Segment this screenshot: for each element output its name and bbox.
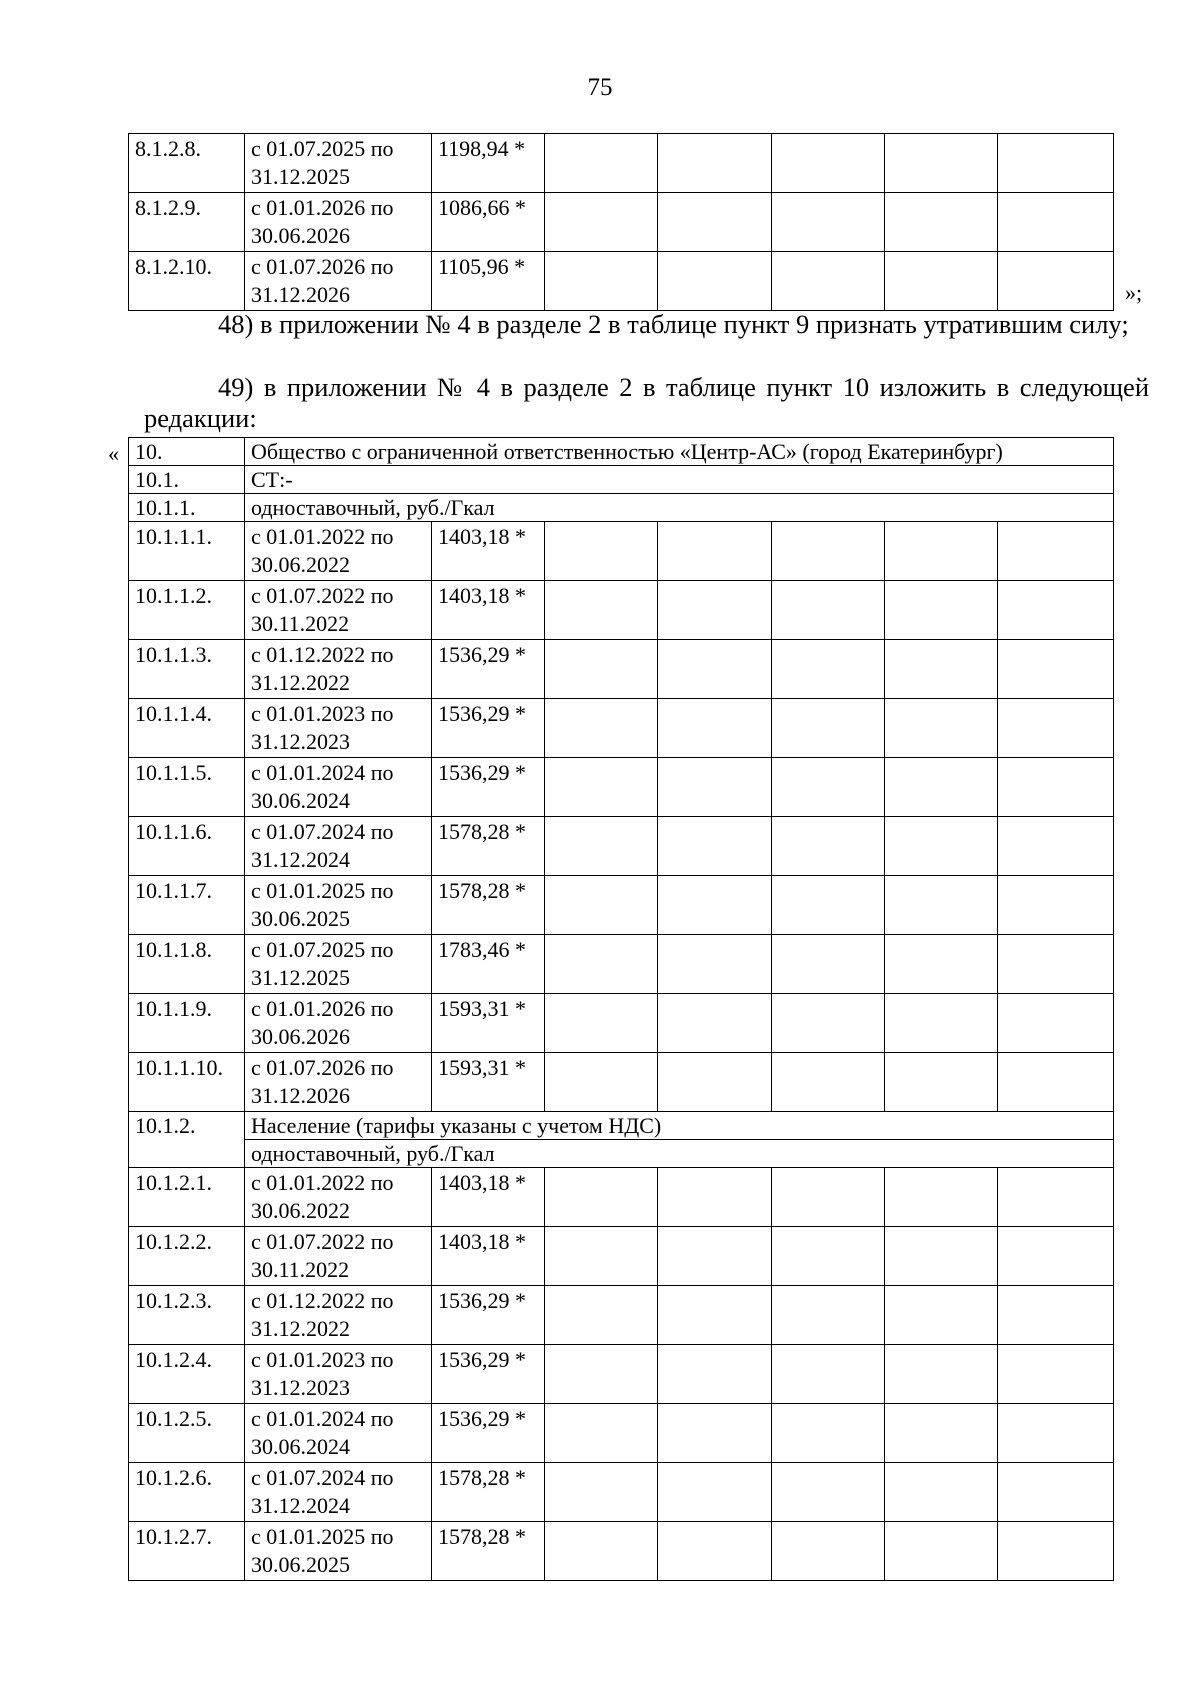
row-period: с 01.01.2025 по 30.06.2025 [245,1522,432,1581]
row-number: 8.1.2.10. [129,252,245,311]
empty-cell [885,994,998,1053]
empty-cell [545,581,658,640]
table-row-subsection-1 [129,494,1114,522]
empty-cell [998,1522,1114,1581]
table-row [129,1522,1114,1581]
row-period: с 01.01.2023 по 31.12.2023 [245,699,432,758]
row-period: с 01.07.2026 по 31.12.2026 [245,1053,432,1112]
empty-cell [885,817,998,876]
empty-cell [772,699,885,758]
empty-cell [998,876,1114,935]
row-period: с 01.01.2022 по 30.06.2022 [245,522,432,581]
row-value: 1198,94 * [432,134,545,193]
empty-cell [658,994,772,1053]
row-value: 1536,29 * [432,640,545,699]
row-period: с 01.01.2024 по 30.06.2024 [245,758,432,817]
table-row [129,1404,1114,1463]
table-row [129,581,1114,640]
empty-cell [885,640,998,699]
row-value: 1578,28 * [432,1522,545,1581]
empty-cell [998,252,1114,311]
row-value: 1403,18 * [432,522,545,581]
empty-cell [772,522,885,581]
empty-cell [998,1227,1114,1286]
empty-cell [772,1168,885,1227]
row-number: 10.1.2.1. [129,1168,245,1227]
tariff-table-item-10 [128,437,1114,1581]
row-number: 10.1.2.5. [129,1404,245,1463]
row-period: с 01.01.2026 по 30.06.2026 [245,994,432,1053]
empty-cell [772,193,885,252]
row-period: с 01.01.2022 по 30.06.2022 [245,1168,432,1227]
empty-cell [998,522,1114,581]
table-row-subsection-2-type [129,1140,1114,1168]
section-label: СТ:- [245,466,1114,494]
table-row [129,994,1114,1053]
empty-cell [545,935,658,994]
empty-cell [998,1168,1114,1227]
row-value: 1783,46 * [432,935,545,994]
empty-cell [998,1463,1114,1522]
empty-cell [998,134,1114,193]
row-value: 1593,31 * [432,994,545,1053]
row-period: с 01.07.2022 по 30.11.2022 [245,581,432,640]
row-value: 1578,28 * [432,1463,545,1522]
row-value: 1536,29 * [432,758,545,817]
row-number: 10.1.1.7. [129,876,245,935]
empty-cell [998,758,1114,817]
row-value: 1536,29 * [432,1404,545,1463]
table-row-section [129,466,1114,494]
empty-cell [885,1345,998,1404]
row-number: 10.1.2.2. [129,1227,245,1286]
opening-quote: « [108,441,119,466]
row-value: 1593,31 * [432,1053,545,1112]
row-period: с 01.07.2025 по 31.12.2025 [245,935,432,994]
empty-cell [658,1404,772,1463]
row-number: 8.1.2.9. [129,193,245,252]
empty-cell [658,1463,772,1522]
empty-cell [545,1053,658,1112]
paragraph-49 [144,372,1149,434]
table-row [129,252,1114,311]
table-row [129,522,1114,581]
empty-cell [545,193,658,252]
empty-cell [772,134,885,193]
row-period: с 01.01.2026 по 30.06.2026 [245,193,432,252]
empty-cell [885,1053,998,1112]
row-period: с 01.07.2025 по 31.12.2025 [245,134,432,193]
subsection-1-label: одноставочный, руб./Гкал [245,494,1114,522]
org-name: Общество с ограниченной ответственностью «Центр-АС» (город Екатеринбург) [245,438,1114,466]
table-row [129,1345,1114,1404]
empty-cell [658,817,772,876]
empty-cell [998,994,1114,1053]
empty-cell [885,935,998,994]
empty-cell [772,252,885,311]
empty-cell [545,252,658,311]
empty-cell [772,1053,885,1112]
closing-quote: »; [1125,280,1143,305]
row-number: 10.1.2.4. [129,1345,245,1404]
empty-cell [658,699,772,758]
empty-cell [998,1404,1114,1463]
empty-cell [998,817,1114,876]
empty-cell [545,1345,658,1404]
subsection-2-type: одноставочный, руб./Гкал [245,1140,1114,1168]
empty-cell [772,1404,885,1463]
empty-cell [545,994,658,1053]
empty-cell [772,1463,885,1522]
empty-cell [772,1522,885,1581]
empty-cell [658,522,772,581]
row-number: 10.1.1.2. [129,581,245,640]
table-row [129,758,1114,817]
paragraph-48 [144,309,1144,340]
row-number: 10.1.1.9. [129,994,245,1053]
subsection-1-number: 10.1.1. [129,494,245,522]
row-period: с 01.01.2025 по 30.06.2025 [245,876,432,935]
table-row [129,935,1114,994]
section-number: 10.1. [129,466,245,494]
row-value: 1403,18 * [432,1227,545,1286]
empty-cell [772,817,885,876]
row-period: с 01.12.2022 по 31.12.2022 [245,640,432,699]
empty-cell [545,876,658,935]
empty-cell [885,581,998,640]
table-row [129,1053,1114,1112]
row-period: с 01.01.2023 по 31.12.2023 [245,1345,432,1404]
empty-cell [885,1168,998,1227]
empty-cell [998,1345,1114,1404]
row-value: 1578,28 * [432,876,545,935]
table-row [129,193,1114,252]
empty-cell [998,1053,1114,1112]
page-number: 75 [587,74,613,101]
table-row [129,1463,1114,1522]
empty-cell [545,1404,658,1463]
empty-cell [545,1286,658,1345]
empty-cell [658,1168,772,1227]
row-period: с 01.01.2024 по 30.06.2024 [245,1404,432,1463]
empty-cell [885,252,998,311]
subsection-2-number: 10.1.2. [129,1112,245,1168]
row-value: 1536,29 * [432,1286,545,1345]
row-number: 8.1.2.8. [129,134,245,193]
empty-cell [658,1345,772,1404]
row-value: 1403,18 * [432,581,545,640]
table-row [129,640,1114,699]
paragraph-49-text: 49) в приложении № 4 в разделе 2 в таблице пункт 10 изложить в следующей редакции: [144,372,1149,433]
empty-cell [885,134,998,193]
empty-cell [885,522,998,581]
empty-cell [658,252,772,311]
paragraph-48-text: 48) в приложении № 4 в разделе 2 в таблице пункт 9 признать утратившим силу; [218,309,1129,339]
empty-cell [545,699,658,758]
empty-cell [658,1053,772,1112]
row-number: 10.1.2.6. [129,1463,245,1522]
row-value: 1403,18 * [432,1168,545,1227]
table-row [129,1168,1114,1227]
row-value: 1536,29 * [432,1345,545,1404]
empty-cell [885,876,998,935]
subsection-2-label: Население (тарифы указаны с учетом НДС) [245,1112,1114,1140]
row-period: с 01.12.2022 по 31.12.2022 [245,1286,432,1345]
empty-cell [885,1227,998,1286]
empty-cell [658,581,772,640]
empty-cell [658,1522,772,1581]
table-row [129,134,1114,193]
table-row [129,1227,1114,1286]
table-row [129,817,1114,876]
empty-cell [545,134,658,193]
empty-cell [885,1463,998,1522]
table-row [129,876,1114,935]
empty-cell [658,876,772,935]
empty-cell [772,640,885,699]
row-number: 10.1.1.1. [129,522,245,581]
empty-cell [545,1463,658,1522]
row-number: 10.1.1.8. [129,935,245,994]
empty-cell [772,581,885,640]
empty-cell [545,758,658,817]
empty-cell [998,581,1114,640]
empty-cell [772,1345,885,1404]
empty-cell [998,640,1114,699]
empty-cell [885,193,998,252]
row-value: 1536,29 * [432,699,545,758]
empty-cell [658,193,772,252]
row-number: 10.1.2.3. [129,1286,245,1345]
empty-cell [545,1227,658,1286]
empty-cell [658,758,772,817]
row-value: 1578,28 * [432,817,545,876]
empty-cell [658,1286,772,1345]
row-number: 10.1.1.10. [129,1053,245,1112]
empty-cell [772,758,885,817]
row-period: с 01.07.2024 по 31.12.2024 [245,1463,432,1522]
row-period: с 01.07.2026 по 31.12.2026 [245,252,432,311]
empty-cell [658,1227,772,1286]
row-period: с 01.07.2022 по 30.11.2022 [245,1227,432,1286]
empty-cell [998,193,1114,252]
empty-cell [998,935,1114,994]
empty-cell [545,640,658,699]
row-number: 10.1.1.3. [129,640,245,699]
empty-cell [885,758,998,817]
empty-cell [998,699,1114,758]
empty-cell [772,994,885,1053]
empty-cell [885,1286,998,1345]
empty-cell [772,935,885,994]
empty-cell [545,522,658,581]
empty-cell [998,1286,1114,1345]
row-number: 10.1.1.5. [129,758,245,817]
empty-cell [658,935,772,994]
empty-cell [772,1227,885,1286]
table-row-subsection-2 [129,1112,1114,1140]
empty-cell [885,1522,998,1581]
empty-cell [885,699,998,758]
tariff-table-continuation [128,133,1114,311]
row-value: 1086,66 * [432,193,545,252]
table-row [129,1286,1114,1345]
row-number: 10.1.2.7. [129,1522,245,1581]
empty-cell [885,1404,998,1463]
row-number: 10.1.1.4. [129,699,245,758]
row-period: с 01.07.2024 по 31.12.2024 [245,817,432,876]
table-row [129,699,1114,758]
row-value: 1105,96 * [432,252,545,311]
org-number: 10. [129,438,245,466]
table-row-org [129,438,1114,466]
empty-cell [545,1168,658,1227]
empty-cell [772,1286,885,1345]
empty-cell [772,876,885,935]
empty-cell [658,134,772,193]
empty-cell [545,817,658,876]
row-number: 10.1.1.6. [129,817,245,876]
empty-cell [545,1522,658,1581]
empty-cell [658,640,772,699]
